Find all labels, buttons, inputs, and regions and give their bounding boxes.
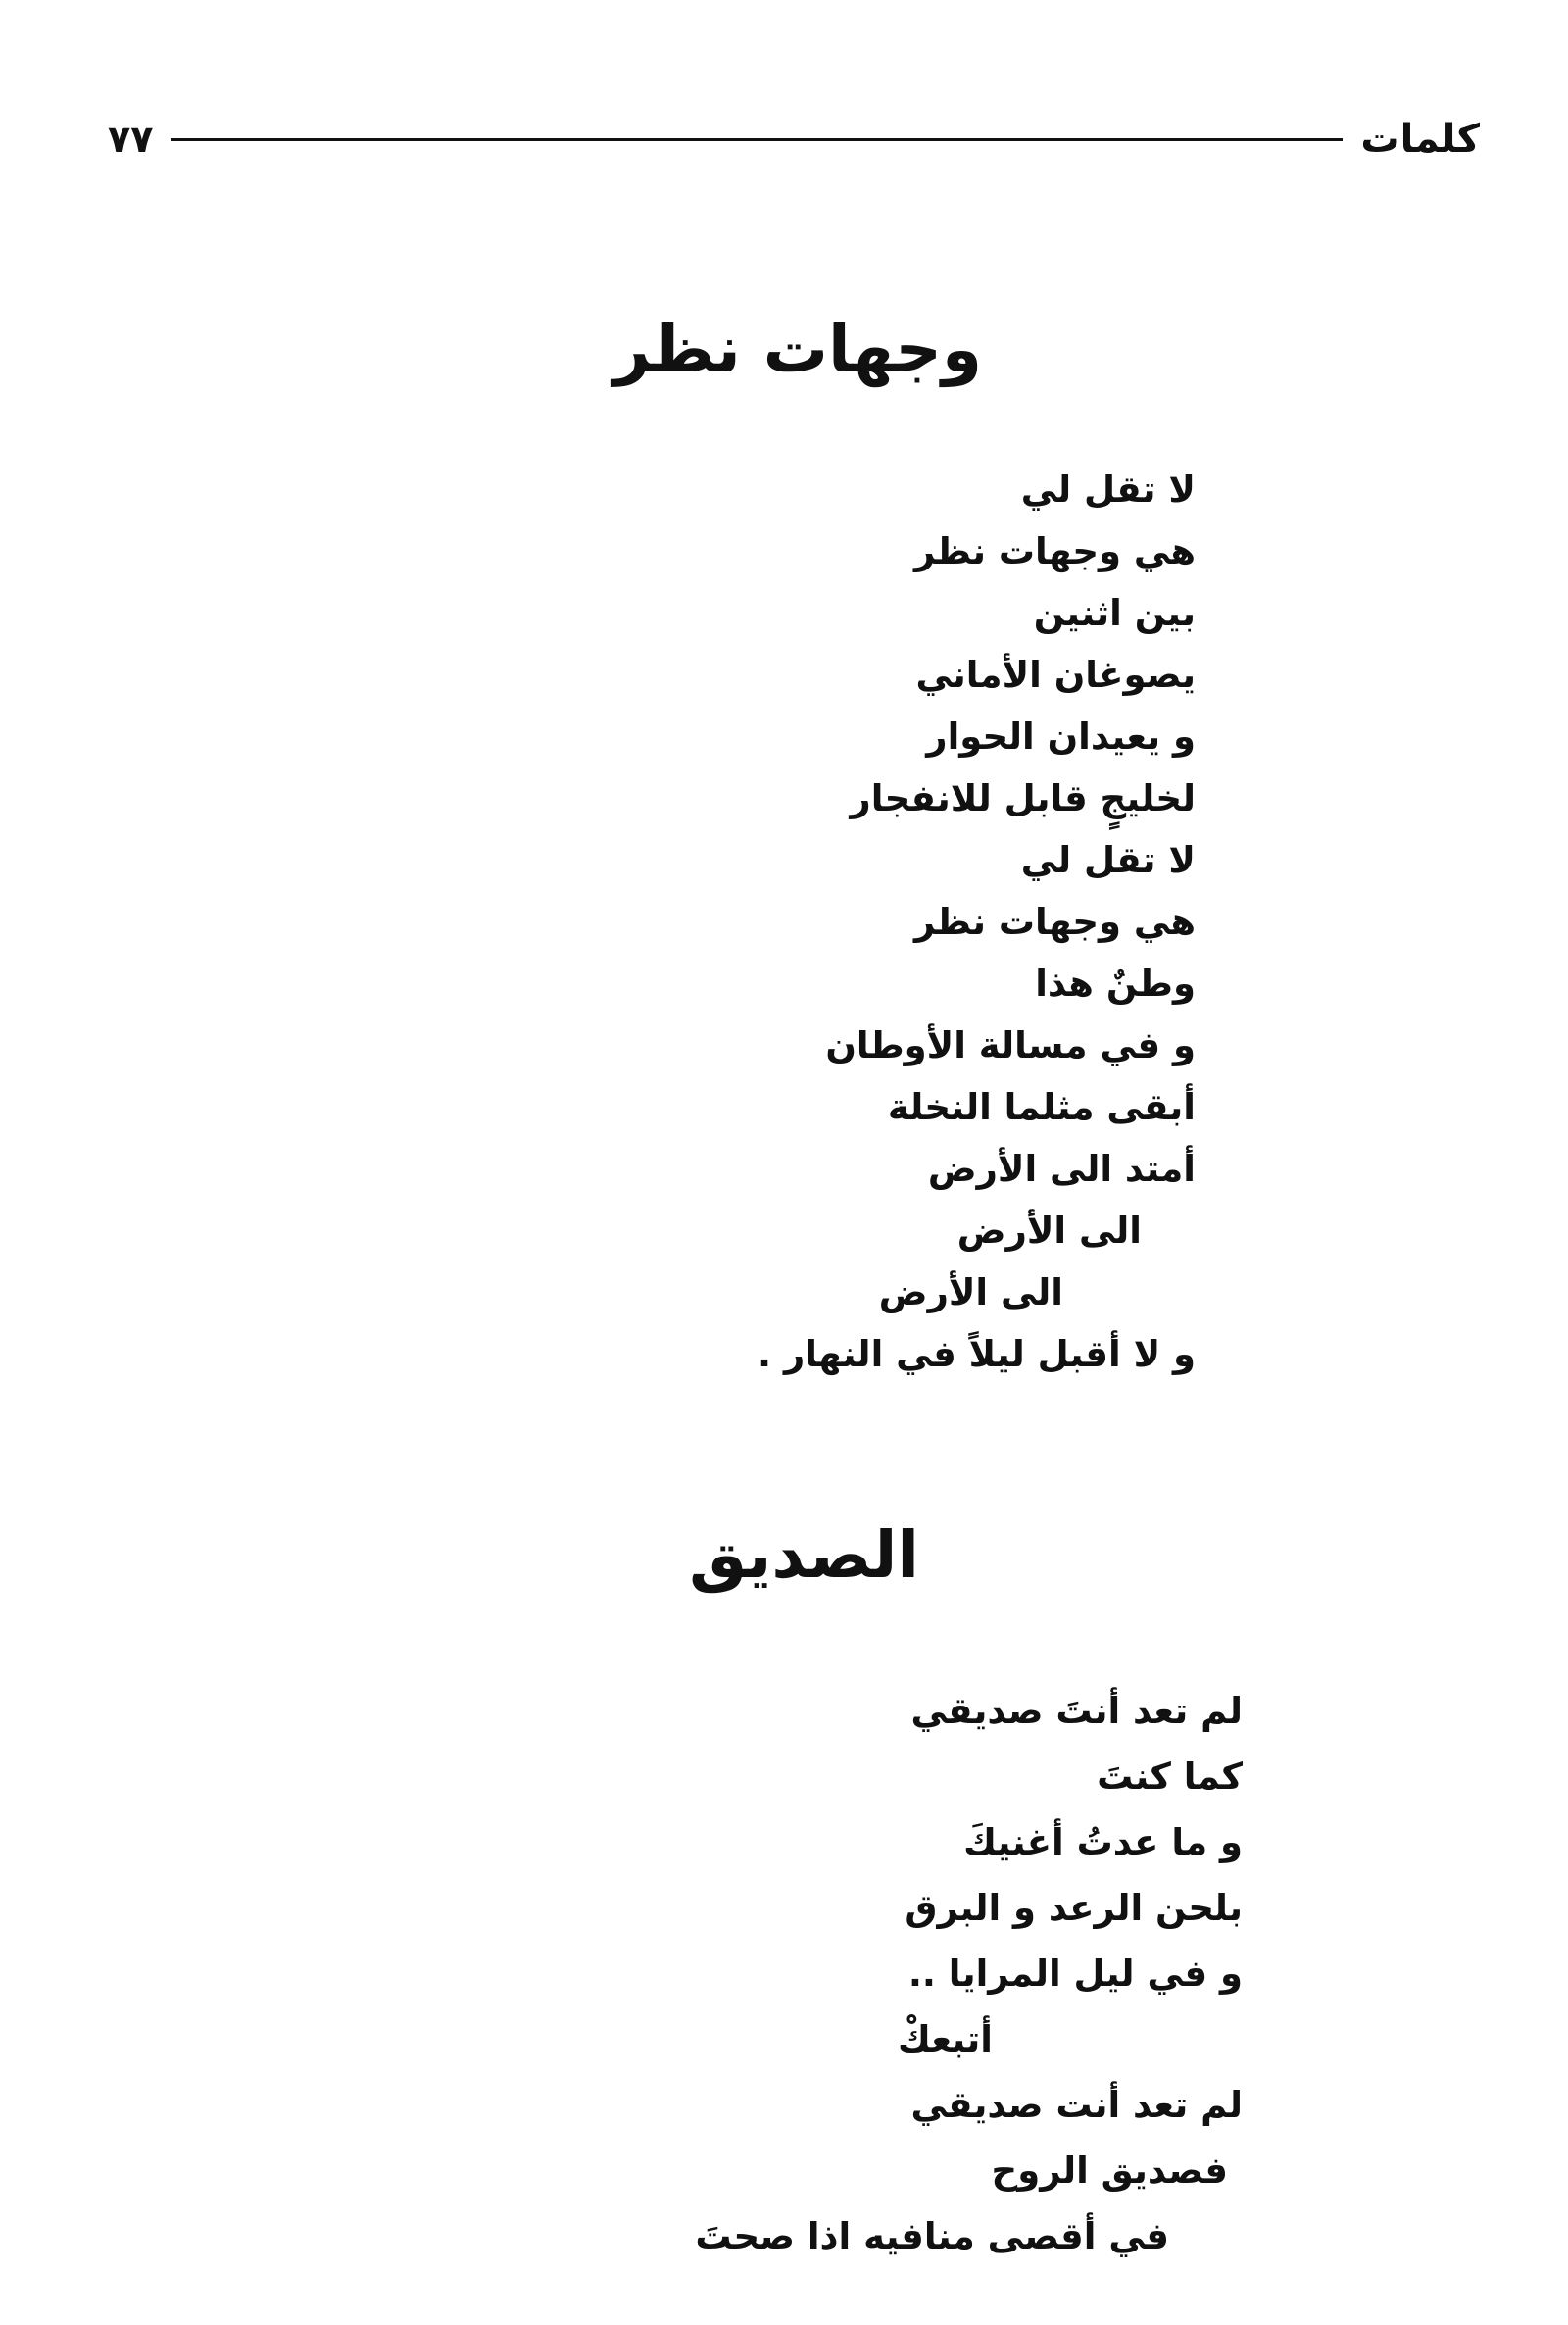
poem-line: أمتد الى الأرض [927, 1148, 1196, 1190]
poem-line: لخليجٍ قابل للانفجار [850, 777, 1196, 819]
poem-line: في أقصى منافيه اذا صحتَ [695, 2215, 1169, 2257]
poem-line: و في ليل المرايا .. [907, 1953, 1243, 1995]
poem-line: بلحن الرعد و البرق [905, 1887, 1243, 1929]
poem-line: لم تعد أنت صديقي [910, 2084, 1243, 2126]
poem-line: و ما عدتُ أغنيكَ [963, 1821, 1243, 1863]
poem-line: لا تقل لي [1020, 839, 1196, 881]
poem-body-1 [758, 459, 1196, 1385]
poem-line: هي وجهات نظر [914, 901, 1196, 943]
poem-line: و يعيدان الحوار [926, 716, 1196, 758]
poem-line: بين اثنين [1033, 592, 1196, 634]
poem-line: لا تقل لي [1020, 469, 1196, 511]
page-number: ٧٧ [108, 118, 154, 161]
poem-line: يصوغان الأماني [915, 654, 1196, 696]
poem-line: هي وجهات نظر [914, 530, 1196, 572]
running-title: كلمات [1360, 117, 1480, 162]
poem-line: الى الأرض [878, 1271, 1063, 1313]
poem-line: فصديق الروح [991, 2150, 1228, 2192]
poem-title-1: وجهات نظر [612, 312, 982, 387]
poem-body-2 [695, 1678, 1243, 2269]
header-rule [171, 138, 1343, 141]
poem-line: و لا أقبل ليلاً في النهار . [758, 1333, 1196, 1375]
poem-line: أبقى مثلما النخلة [887, 1086, 1196, 1128]
poem-line: وطنٌ هذا [1035, 963, 1196, 1005]
poem-line: كما كنتَ [1097, 1756, 1243, 1798]
poem-title-2: الصديق [689, 1517, 919, 1593]
running-header [108, 110, 1480, 169]
poem-line: أتبعكْ [897, 2018, 993, 2060]
poem-line: لم تعد أنتَ صديقي [910, 1690, 1243, 1732]
poem-line: الى الأرض [956, 1210, 1142, 1252]
poem-line: و في مسالة الأوطان [825, 1024, 1196, 1066]
